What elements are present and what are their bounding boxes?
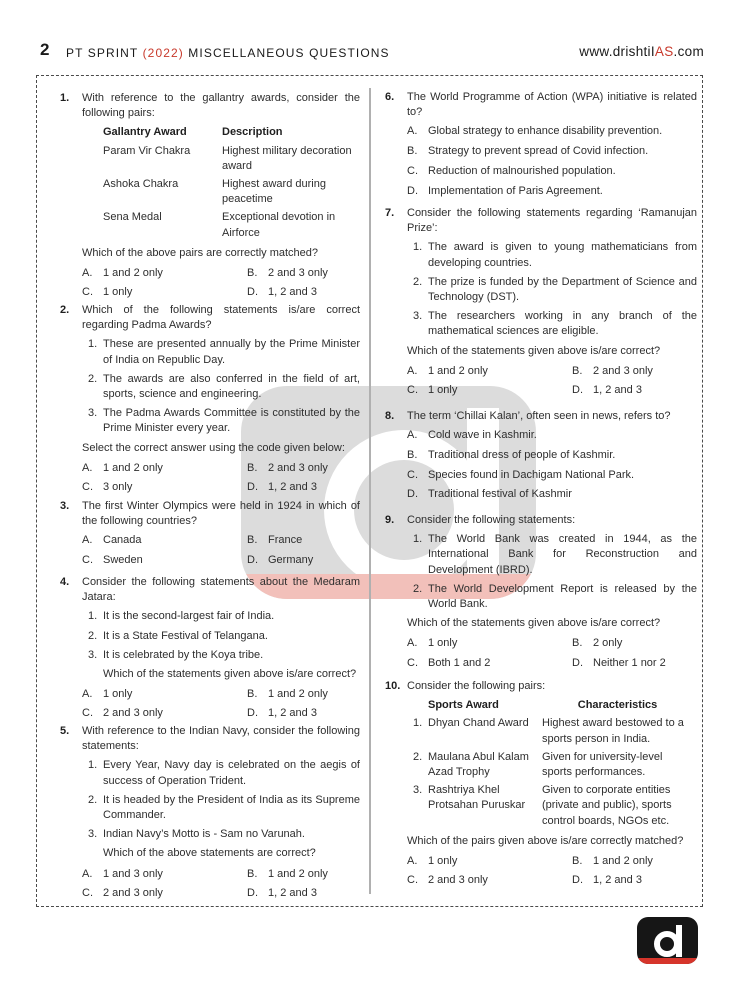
option-text: 2 and 3 only: [103, 707, 163, 720]
option-letter: C.: [407, 656, 418, 669]
option: [82, 706, 247, 721]
option: [247, 553, 360, 568]
question-body: [407, 513, 697, 675]
option-letter: C.: [82, 707, 93, 720]
option-text: Both 1 and 2: [428, 656, 491, 669]
option-letter: D.: [572, 384, 583, 397]
statement-number: 2.: [88, 793, 98, 806]
option: [572, 873, 697, 888]
option-letter: D.: [407, 184, 418, 197]
option-letter: D.: [407, 488, 418, 501]
question-text: Which of the following statements is/are correct regarding Padma Awards?: [82, 304, 360, 332]
option-letter: B.: [407, 145, 418, 158]
table-cell: Rashtriya Khel Protsahan Puruskar: [428, 784, 526, 812]
option-letter: B.: [247, 461, 258, 474]
option: [407, 656, 572, 671]
option: [572, 636, 697, 651]
option-text: 1 and 2 only: [428, 364, 488, 377]
option: [247, 480, 360, 495]
statement-number: 2.: [413, 275, 423, 288]
option: [247, 687, 360, 702]
options: [82, 687, 360, 721]
option-text: 1 only: [103, 286, 133, 299]
option: [407, 164, 697, 179]
option-text: 1, 2 and 3: [268, 707, 317, 720]
statement: [413, 275, 697, 305]
statement: [88, 758, 360, 788]
statement: [88, 406, 360, 436]
option: [407, 184, 697, 199]
option: [572, 656, 697, 671]
option-row: [82, 461, 360, 476]
question-number: 7.: [385, 207, 395, 219]
options: [82, 266, 360, 300]
question-2: [60, 303, 360, 499]
option-text: Traditional dress of people of Kashmir.: [428, 448, 616, 461]
option-letter: C.: [82, 886, 93, 899]
option: [407, 873, 572, 888]
option: [82, 285, 247, 300]
option-text: Neither 1 nor 2: [593, 656, 666, 669]
statement-number: 3.: [413, 310, 423, 323]
column-right: [385, 76, 697, 906]
table-cell: Dhyan Chand Award: [428, 717, 529, 730]
question-10: [385, 679, 697, 892]
statement-text: Every Year, Navy day is celebrated on the aegis of success of Operation Trident.: [103, 759, 360, 787]
question-text: The first Winter Olympics were held in 1924 in which of the following countries?: [82, 500, 360, 528]
option: [82, 533, 247, 548]
question-text: Consider the following statements regarding ‘Ramanujan Prize’:: [407, 207, 697, 235]
option-letter: D.: [247, 286, 258, 299]
question-prompt: Which of the statements given above is/are correct?: [103, 668, 357, 681]
option-row: [82, 285, 360, 300]
option-row: [82, 533, 360, 548]
statement-text: The awards are also conferred in the field of art, sports, science and engineering.: [103, 372, 360, 401]
question-body: [82, 724, 360, 905]
option-text: 2 and 3 only: [428, 874, 488, 887]
options: [407, 428, 697, 502]
question-body: [82, 499, 360, 572]
option: [572, 854, 697, 869]
statement-number: 2.: [413, 582, 423, 595]
question-9: [385, 513, 697, 675]
option-letter: B.: [572, 637, 583, 650]
table-cell: Exceptional devotion in Airforce: [222, 211, 336, 239]
option-row: [82, 706, 360, 721]
option: [82, 886, 247, 901]
option-text: 1 and 3 only: [103, 867, 163, 880]
statement: [88, 827, 360, 842]
question-number: 5.: [60, 725, 70, 737]
table-cell: Param Vir Chakra: [103, 144, 191, 157]
option-text: Strategy to prevent spread of Covid infection.: [428, 145, 649, 158]
options: [407, 636, 697, 670]
option-letter: B.: [247, 688, 258, 701]
question-text: The World Programme of Action (WPA) initiative is related to?: [407, 91, 697, 119]
option-text: 2 and 3 only: [268, 267, 328, 280]
statement-text: The World Development Report is released by the World Bank.: [428, 582, 697, 611]
option-letter: A.: [82, 534, 93, 547]
statement-number: 3.: [88, 828, 98, 841]
statement-text: It is headed by the President of India as its Supreme Commander.: [103, 793, 360, 822]
table-header: Gallantry Award: [103, 126, 187, 139]
document-title: [66, 46, 390, 60]
option-letter: C.: [82, 553, 93, 566]
option: [82, 461, 247, 476]
question-number: 10.: [385, 680, 401, 692]
title-text-2: MISCELLANEOUS QUESTIONS: [183, 46, 390, 60]
option-row: [407, 364, 697, 379]
statement-text: The World Bank was created in 1944, as the International Bank for Reconstruction and Development (IBRD).: [428, 533, 697, 576]
question-prompt: Which of the pairs given above is/are correctly matched?: [407, 834, 684, 847]
option-text: 1, 2 and 3: [593, 874, 642, 887]
statement-text: Indian Navy’s Motto is - Sam no Varunah.: [103, 828, 305, 841]
table-header: Characteristics: [577, 699, 658, 712]
option: [407, 144, 697, 159]
option-letter: B.: [247, 867, 258, 880]
option-letter: B.: [572, 855, 583, 868]
option: [247, 706, 360, 721]
question-number: 3.: [60, 500, 70, 512]
question-text: With reference to the gallantry awards, consider the following pairs:: [82, 92, 360, 120]
option-text: 2 only: [593, 637, 623, 650]
question-text: Consider the following pairs:: [407, 680, 546, 692]
option-text: Implementation of Paris Agreement.: [428, 184, 603, 197]
option: [82, 266, 247, 281]
statement-text: These are presented annually by the Prime Minister of India on Republic Day.: [103, 338, 360, 366]
statement: [88, 609, 360, 624]
statement: [413, 240, 697, 270]
statement: [413, 309, 697, 339]
question-text: Consider the following statements about the Medaram Jatara:: [82, 576, 360, 604]
title-year: (2022): [142, 46, 184, 60]
question-body: [407, 90, 697, 203]
question-prompt: Select the correct answer using the code given below:: [82, 441, 345, 454]
option: [407, 468, 697, 483]
option-text: 1 and 2 only: [268, 867, 328, 880]
option-text: 1, 2 and 3: [268, 886, 317, 899]
option: [407, 364, 572, 379]
questions-panel: [36, 75, 703, 907]
option-row: [82, 687, 360, 702]
statement: [88, 337, 360, 367]
statement: [413, 532, 697, 578]
option-letter: D.: [247, 481, 258, 494]
option-letter: A.: [407, 429, 418, 442]
option: [407, 448, 697, 463]
option: [572, 364, 697, 379]
option-text: 1 only: [428, 855, 458, 868]
option: [247, 266, 360, 281]
option: [407, 124, 697, 139]
question-number: 4.: [60, 576, 70, 588]
option-row: [82, 867, 360, 882]
option-text: France: [268, 534, 303, 547]
option-text: Traditional festival of Kashmir: [428, 488, 572, 501]
question-3: [60, 499, 360, 572]
website-link: [579, 44, 704, 59]
option-text: Canada: [103, 534, 142, 547]
question-prompt: Which of the statements given above is/are correct?: [407, 344, 661, 357]
question-1: [60, 91, 360, 304]
drishti-logo-icon: [637, 917, 698, 964]
table-cell: Given for university-level sports performances.: [542, 750, 663, 779]
option-letter: A.: [82, 688, 93, 701]
pairs-table: [103, 125, 360, 243]
option: [407, 636, 572, 651]
statement: [88, 793, 360, 823]
option-letter: D.: [247, 707, 258, 720]
option-text: 1 and 2 only: [103, 461, 163, 474]
title-text: PT SPRINT: [66, 46, 143, 60]
option-letter: D.: [572, 874, 583, 887]
statement-number: 3.: [88, 648, 98, 661]
page-number: 2: [40, 40, 50, 59]
question-body: [407, 679, 697, 892]
table-header: Sports Award: [428, 699, 499, 712]
option: [247, 886, 360, 901]
option-letter: C.: [407, 874, 418, 887]
table-row-number: 1.: [413, 717, 423, 730]
question-body: [82, 575, 360, 726]
option-text: 1, 2 and 3: [268, 481, 317, 494]
option-row: [407, 854, 697, 869]
website-text-2: .com: [673, 44, 704, 59]
question-text: Consider the following statements:: [407, 514, 576, 526]
question-body: [82, 303, 360, 499]
statement: [413, 582, 697, 612]
option: [407, 854, 572, 869]
logo-red-strip: [637, 958, 698, 964]
option: [82, 687, 247, 702]
question-number: 1.: [60, 92, 70, 104]
website-text: www.drishtiI: [579, 44, 655, 59]
option-letter: A.: [82, 867, 93, 880]
option: [247, 461, 360, 476]
option-text: 1 and 2 only: [593, 855, 653, 868]
option-row: [407, 636, 697, 651]
options: [407, 854, 697, 888]
statement-text: The Padma Awards Committee is constituted by the Prime Minister every year.: [103, 407, 360, 435]
option-text: 1 only: [428, 637, 458, 650]
option-text: 2 and 3 only: [268, 461, 328, 474]
statement-number: 3.: [88, 407, 98, 420]
option-text: 2 and 3 only: [593, 364, 653, 377]
option: [82, 553, 247, 568]
question-number: 2.: [60, 304, 70, 316]
options: [407, 364, 697, 398]
options: [82, 533, 360, 567]
statement-text: The prize is funded by the Department of Science and Technology (DST).: [428, 275, 697, 304]
question-body: [82, 91, 360, 304]
option-text: Global strategy to enhance disability prevention.: [428, 125, 663, 138]
option: [247, 867, 360, 882]
table-cell: Highest award bestowed to a sports person in India.: [542, 717, 684, 745]
option: [407, 487, 697, 502]
option-text: 1 and 2 only: [268, 688, 328, 701]
option: [572, 383, 697, 398]
question-7: [385, 206, 697, 402]
logo-d-stem: [676, 925, 682, 957]
question-5: [60, 724, 360, 905]
option-letter: B.: [247, 267, 258, 280]
option-letter: C.: [407, 468, 418, 481]
option-letter: A.: [82, 461, 93, 474]
option-letter: B.: [247, 534, 258, 547]
option-text: 1, 2 and 3: [268, 286, 317, 299]
option-letter: B.: [407, 448, 418, 461]
question-6: [385, 90, 697, 203]
option-letter: C.: [82, 481, 93, 494]
option-row: [82, 480, 360, 495]
option-row: [407, 873, 697, 888]
option-text: Sweden: [103, 553, 143, 566]
statement-text: The researchers working in any branch of the mathematical sciences are eligible.: [428, 310, 697, 338]
option: [407, 383, 572, 398]
option-letter: C.: [82, 286, 93, 299]
option-text: 1 and 2 only: [103, 267, 163, 280]
option: [247, 285, 360, 300]
option-row: [407, 656, 697, 671]
option-letter: D.: [572, 656, 583, 669]
option-text: Cold wave in Kashmir.: [428, 429, 537, 442]
statement-number: 1.: [88, 759, 98, 772]
option-text: 1 only: [103, 688, 133, 701]
column-left: [60, 76, 360, 906]
option-text: Reduction of malnourished population.: [428, 164, 616, 177]
question-number: 6.: [385, 91, 395, 103]
option-row: [82, 266, 360, 281]
table-header: Description: [222, 126, 283, 139]
question-prompt: Which of the above statements are correct?: [103, 847, 316, 860]
option-row: [82, 553, 360, 568]
option-text: 3 only: [103, 481, 133, 494]
option-letter: D.: [247, 886, 258, 899]
question-text: With reference to the Indian Navy, consider the following statements:: [82, 725, 360, 753]
statement-number: 1.: [88, 610, 98, 623]
statement-text: The award is given to young mathematicians from developing countries.: [428, 241, 697, 269]
option-letter: A.: [407, 855, 418, 868]
statement-text: It is the second-largest fair of India.: [103, 610, 275, 623]
statement-number: 1.: [413, 241, 423, 254]
option-letter: C.: [407, 384, 418, 397]
option-row: [407, 383, 697, 398]
statement-text: It is celebrated by the Koya tribe.: [103, 648, 264, 661]
table-cell: Highest military decoration award: [222, 144, 352, 172]
options: [82, 867, 360, 901]
table-header-spacer: [413, 698, 428, 716]
statement-number: 2.: [88, 372, 98, 385]
statement-number: 1.: [88, 338, 98, 351]
table-row-number: 2.: [413, 750, 423, 763]
statement-text: It is a State Festival of Telangana.: [103, 629, 268, 642]
option-row: [82, 886, 360, 901]
table-cell: Ashoka Chakra: [103, 178, 179, 191]
table-cell: Given to corporate entities (private and public), sports control boards, NGOs etc.: [542, 784, 672, 827]
question-prompt: Which of the statements given above is/are correct?: [407, 617, 661, 630]
option-letter: D.: [247, 553, 258, 566]
option-text: 2 and 3 only: [103, 886, 163, 899]
website-accent: AS: [654, 44, 674, 59]
table-cell: Sena Medal: [103, 211, 162, 224]
option-letter: A.: [82, 267, 93, 280]
option-text: Germany: [268, 553, 314, 566]
statement: [88, 629, 360, 644]
statement: [88, 648, 360, 663]
option-text: 1 only: [428, 384, 458, 397]
option-letter: B.: [572, 364, 583, 377]
question-body: [407, 409, 697, 507]
options: [82, 461, 360, 495]
option: [407, 428, 697, 443]
option: [247, 533, 360, 548]
pairs-table: [413, 698, 697, 832]
option-text: 1, 2 and 3: [593, 384, 642, 397]
question-text: The term ‘Chillai Kalan’, often seen in news, refers to?: [407, 410, 671, 422]
question-body: [407, 206, 697, 402]
option-letter: A.: [407, 364, 418, 377]
option-letter: C.: [407, 164, 418, 177]
option: [82, 867, 247, 882]
option-text: Species found in Dachigam National Park.: [428, 468, 635, 481]
statement-number: 1.: [413, 533, 423, 546]
option: [82, 480, 247, 495]
statement-number: 2.: [88, 629, 98, 642]
option-letter: A.: [407, 637, 418, 650]
question-number: 9.: [385, 514, 395, 526]
options: [407, 124, 697, 198]
column-divider: [369, 88, 371, 894]
question-4: [60, 575, 360, 726]
table-cell: Highest award during peacetime: [222, 178, 326, 206]
option-letter: A.: [407, 125, 418, 138]
table-row-number: 3.: [413, 784, 423, 797]
question-prompt: Which of the above pairs are correctly matched?: [82, 246, 319, 259]
question-8: [385, 409, 697, 507]
table-cell: Maulana Abul Kalam Azad Trophy: [428, 750, 529, 779]
question-number: 8.: [385, 410, 395, 422]
statement: [88, 372, 360, 402]
